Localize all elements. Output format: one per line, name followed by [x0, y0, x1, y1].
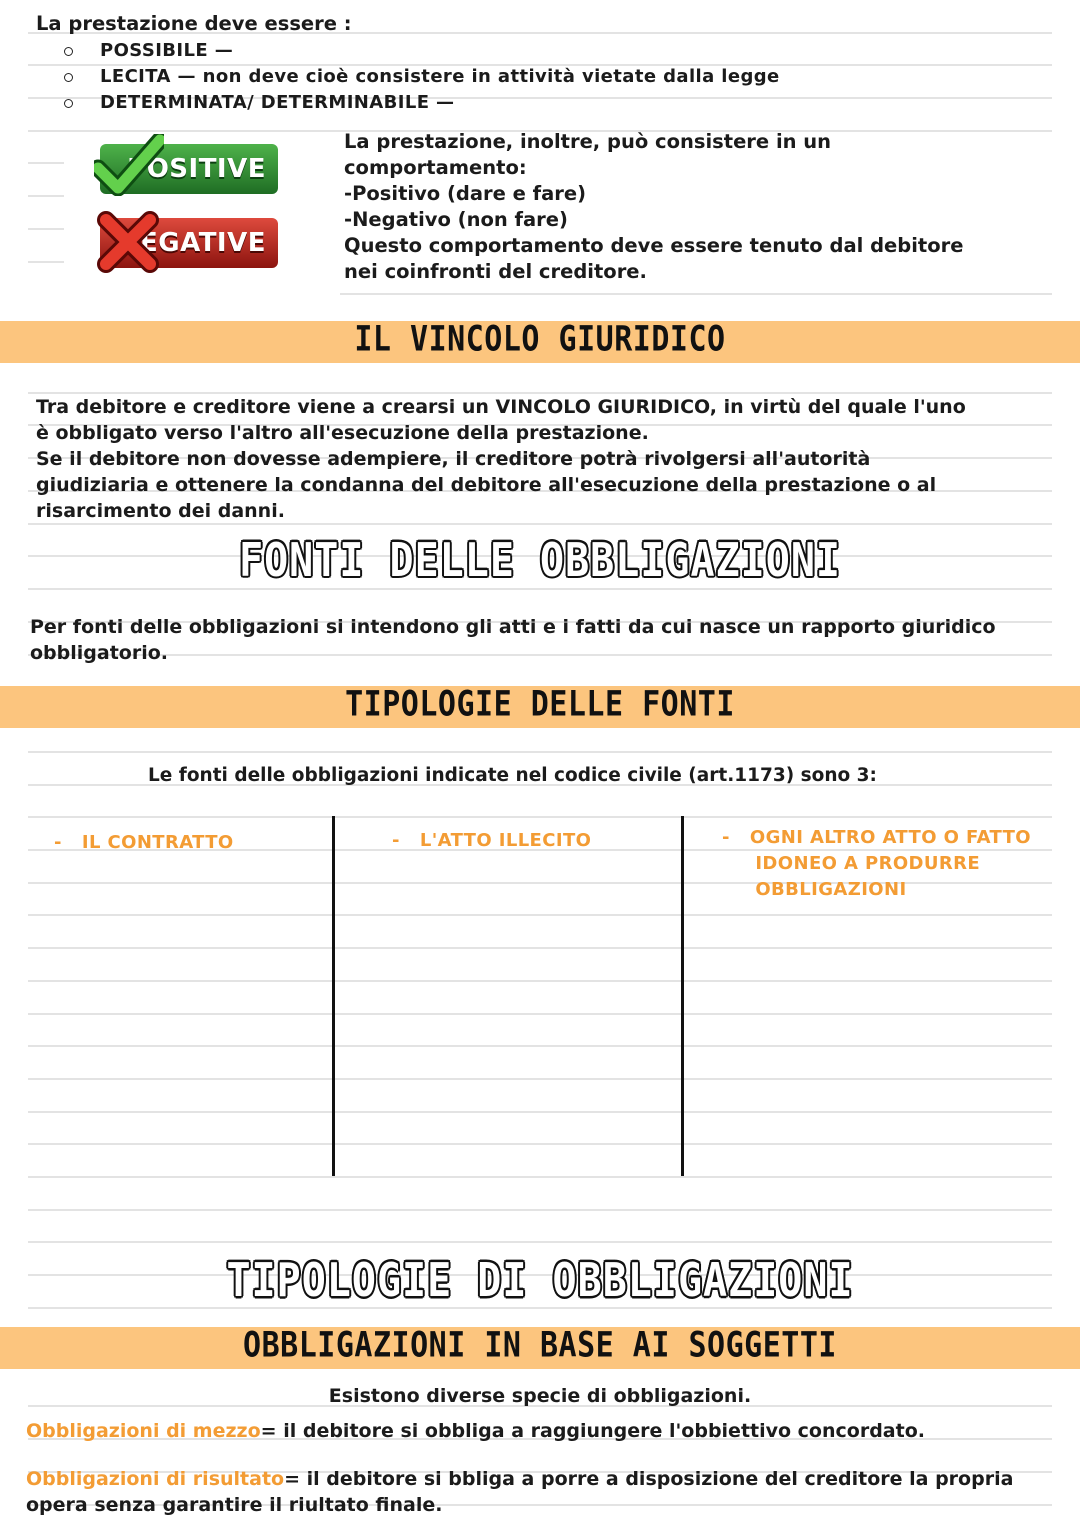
vincolo-title: IL VINCOLO GIURIDICO	[354, 319, 726, 360]
soggetti-title: OBBLIGAZIONI IN BASE AI SOGGETTI	[243, 1325, 837, 1366]
comportamento-line: Questo comportamento deve essere tenuto dal debitore	[344, 234, 964, 257]
fonti-line: obbligatorio.	[30, 642, 168, 664]
positive-label: POSITIVE	[127, 154, 266, 184]
vincolo-line: giudiziaria e ottenere la condanna del debitore all'esecuzione della prestazione o al	[36, 474, 937, 496]
comportamento-line: -Negativo (non fare)	[344, 208, 568, 231]
vincolo-line: risarcimento dei danni.	[36, 500, 285, 522]
requisito-possibile: POSSIBILE —	[64, 38, 780, 64]
comportamento-line: -Positivo (dare e fare)	[344, 182, 587, 205]
fonte-atto-illecito: - L'ATTO ILLECITO	[392, 830, 592, 851]
checkmark-icon	[94, 134, 164, 196]
column-divider	[332, 816, 335, 1176]
column-divider	[681, 816, 684, 1176]
mezzo-def: = il debitore si obbliga a raggiungere l'obbiettivo concordato.	[260, 1420, 925, 1442]
mezzo-definition	[26, 1418, 925, 1444]
risultato-term: Obbligazioni di risultato	[26, 1468, 285, 1490]
vincolo-line: Tra debitore e creditore viene a crearsi un VINCOLO GIURIDICO, in virtù del quale l'uno	[36, 396, 966, 418]
tipologie-fonti-intro: Le fonti delle obbligazioni indicate nel codice civile (art.1173) sono 3:	[148, 765, 877, 786]
fonte-altro-atto: - OGNI ALTRO ATTO O FATTO IDONEO A PRODURRE OBBLIGAZIONI	[722, 827, 1031, 900]
prestazione-intro: La prestazione deve essere :	[36, 12, 352, 35]
vincolo-text	[36, 394, 966, 524]
tipologie-obbligazioni-title: TIPOLOGIE DI OBBLIGAZIONI	[226, 1254, 854, 1308]
negative-label: NEGATIVE	[117, 228, 266, 258]
vincolo-line: è obbligato verso l'altro all'esecuzione della prestazione.	[36, 422, 649, 444]
fonti-line: Per fonti delle obbligazioni si intendono gli atti e i fatti da cui nasce un rapporto giuridico	[30, 616, 996, 638]
comportamento-line: nei coinfronti del creditore.	[344, 260, 647, 283]
requisiti-list	[64, 38, 780, 116]
tipologie-fonti-title: TIPOLOGIE DELLE FONTI	[345, 684, 735, 725]
vincolo-line: Se il debitore non dovesse adempiere, il creditore potrà rivolgersi all'autorità	[36, 448, 871, 470]
risultato-definition	[26, 1466, 1013, 1518]
risultato-def2: opera senza garantire il riultato finale.	[26, 1494, 443, 1516]
mezzo-term: Obbligazioni di mezzo	[26, 1420, 261, 1442]
comportamento-text	[344, 129, 963, 285]
risultato-def: = il debitore si bbliga a porre a disposizione del creditore la propria	[284, 1468, 1014, 1490]
cross-icon	[96, 210, 160, 274]
comportamento-line: La prestazione, inoltre, può consistere in un	[344, 130, 832, 153]
fonti-title: FONTI DELLE OBBLIGAZIONI	[239, 534, 841, 588]
fonte-contratto: - IL CONTRATTO	[54, 832, 234, 853]
fonti-text	[30, 614, 996, 666]
comportamento-line: comportamento:	[344, 156, 527, 179]
specie-intro: Esistono diverse specie di obbligazioni.	[328, 1385, 752, 1407]
requisito-determinata: DETERMINATA/ DETERMINABILE —	[64, 90, 780, 116]
positive-badge	[100, 144, 278, 194]
negative-badge	[100, 218, 278, 268]
requisito-lecita: LECITA — non deve cioè consistere in attività vietate dalla legge	[64, 64, 780, 90]
